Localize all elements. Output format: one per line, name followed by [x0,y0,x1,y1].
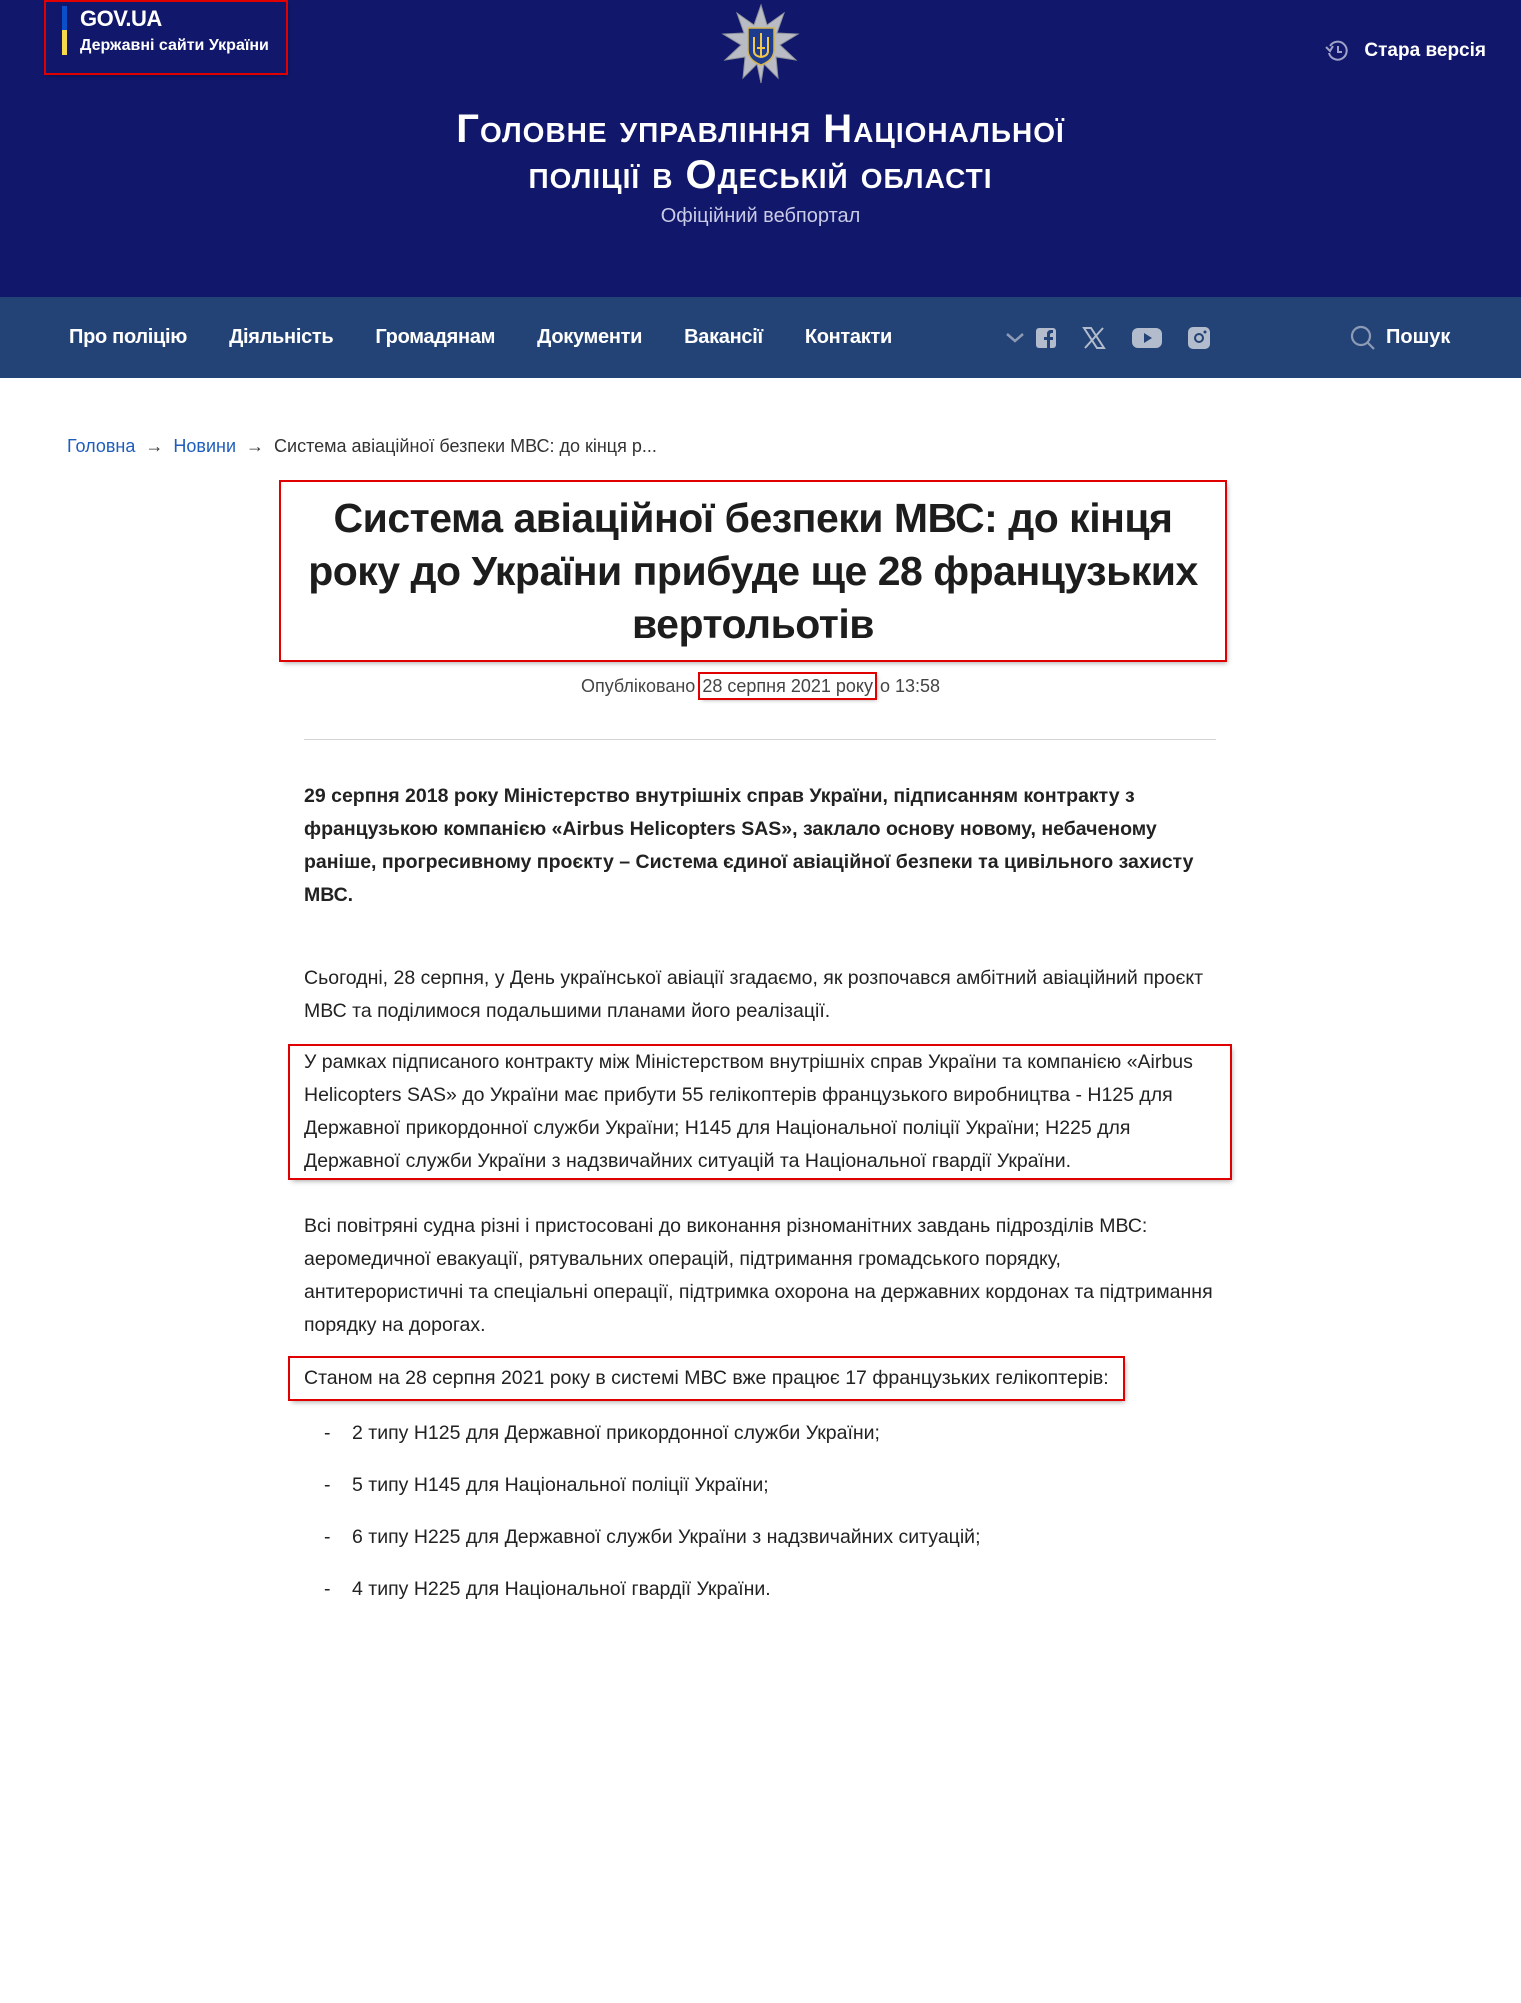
breadcrumb-news[interactable]: Новини [173,436,237,456]
article-paragraph-3: Всі повітряні судна різні і пристосовані до виконання різноманітних завдань підрозділів МВС: аеромедичної евакуації, рятувальних операцій, підтримання громадського порядку, антитерористичні та спеціальні операції, підтримка охорона на державних кордонах та підтримання порядку на дорогах. [304,1215,1213,1336]
list-item [304,1469,1216,1502]
divider [304,739,1216,740]
youtube-icon[interactable] [1131,327,1163,349]
site-title-line-1: Головне управління Національної [456,107,1065,151]
published-date: 28 серпня 2021 року [702,676,873,696]
published-prefix: Опубліковано [580,676,696,696]
police-emblem-icon[interactable] [720,3,802,85]
breadcrumb-home[interactable]: Головна [67,436,136,456]
chevron-down-icon[interactable] [1005,332,1025,344]
list-item [304,1417,1216,1450]
article-title: Система авіаційної безпеки МВС: до кінця року до України прибуде ще 28 французьких вертольотів [308,494,1198,647]
list-item [304,1521,1216,1554]
dash-bullet-icon: - [324,1474,331,1496]
list-item-text: 5 типу Н145 для Національної поліції України; [352,1474,769,1496]
social-links [1005,297,1211,378]
article-paragraph-2: У рамках підписаного контракту між Міністерством внутрішніх справ України та компанією «Airbus Helicopters SAS» до України має прибути 55 гелікоптерів французького виробництва - Н125 для Державної прикордонної служби України; Н145 для Національної поліції України; Н225 для Державної служби України з надзвичайних ситуацій та Національної гвардії України. [290,1046,1230,1178]
site-header [0,0,1521,297]
x-twitter-icon[interactable] [1081,327,1107,349]
helicopter-list [304,1417,1216,1606]
article-paragraph-4: Станом на 28 серпня 2021 року в системі МВС вже працює 17 французьких гелікоптерів: [290,1358,1123,1399]
nav-menu [69,297,892,378]
published-time: о 13:58 [879,676,941,696]
list-item-text: 6 типу Н225 для Державної служби України з надзвичайних ситуацій; [352,1526,981,1548]
govua-brand: GOV.UA [80,6,162,31]
nav-item-citizens[interactable]: Громадянам [375,326,496,348]
main-nav [0,297,1521,378]
instagram-icon[interactable] [1187,326,1211,350]
site-title-line-2: поліції в Одеській області [528,153,993,197]
breadcrumb-current: Система авіаційної безпеки МВС: до кінця р... [274,436,657,456]
dash-bullet-icon: - [324,1578,331,1600]
search-button[interactable] [1350,297,1450,378]
govua-link[interactable] [46,2,286,73]
nav-item-about-police[interactable]: Про поліцію [69,326,188,348]
facebook-icon[interactable] [1035,327,1057,349]
site-subtitle: Офіційний вебпортал [660,205,861,227]
list-item-text: 4 типу Н225 для Національної гвардії України. [352,1578,771,1600]
ukraine-flag-icon [62,6,67,55]
breadcrumb-arrow-icon: → [246,436,265,456]
article-lead: 29 серпня 2018 року Міністерство внутрішніх справ України, підписанням контракту з французькою компанією «Airbus Helicopters SAS», заклало основу новому, небаченому раніше, прогресивному проєкту – Система єдиної авіаційної безпеки та цивільного захисту МВС. [304,785,1194,906]
dash-bullet-icon: - [324,1526,331,1548]
list-item-text: 2 типу Н125 для Державної прикордонної служби України; [352,1422,880,1444]
article-paragraph-1: Сьогодні, 28 серпня, у День української авіації згадаємо, як розпочався амбітний авіаційний проєкт МВС та поділимося подальшими планами його реалізації. [304,967,1204,1022]
old-version-label: Стара версія [1364,40,1486,61]
site-title [0,106,1521,198]
nav-item-activity[interactable]: Діяльність [229,326,334,348]
history-icon [1324,38,1350,64]
breadcrumb-arrow-icon: → [145,436,164,456]
nav-item-contacts[interactable]: Контакти [804,326,892,348]
govua-subtitle: Державні сайти України [80,37,269,54]
article-paragraph-4-wrapper [304,1358,1216,1399]
published-info [0,676,1521,697]
nav-item-documents[interactable]: Документи [537,326,643,348]
search-icon [1350,325,1376,351]
list-item [304,1573,1216,1606]
search-label: Пошук [1386,326,1451,348]
dash-bullet-icon: - [324,1422,331,1444]
breadcrumb [67,436,657,457]
article-body [304,780,1216,1625]
nav-item-vacancies[interactable]: Вакансії [684,326,763,348]
article-title-box [281,482,1225,660]
old-version-link[interactable] [1324,38,1486,64]
